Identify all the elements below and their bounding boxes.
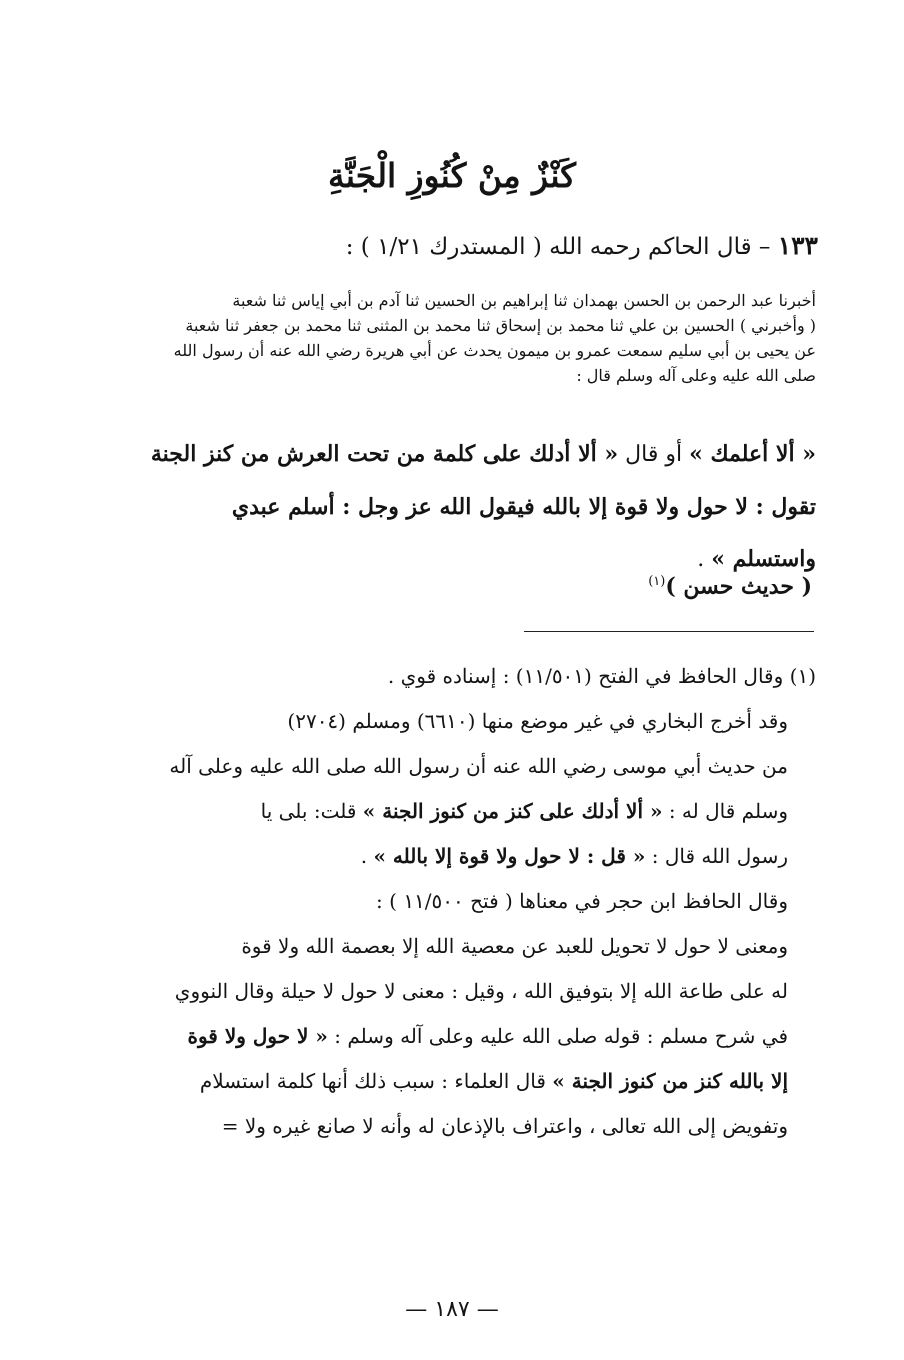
footnote-line: له على طاعة الله إلا بتوفيق الله ، وقيل : معنى لا حول لا حيلة وقال النووي: [174, 979, 788, 1003]
chapter-title: كَنْزٌ مِنْ كُنُوزِ الْجَنَّةِ: [328, 156, 576, 195]
isnad-block: [88, 288, 816, 388]
footnote-line: [88, 834, 816, 879]
footnote-segment: « ألا أدلك على كنز من كنوز الجنة »: [362, 799, 663, 823]
isnad-line: صلى الله عليه وعلى آله وسلم قال :: [576, 366, 816, 385]
isnad-line: عن يحيى بن أبي سليم سمعت عمرو بن ميمون يحدث عن أبي هريرة رضي الله عنه أن رسول الله: [173, 341, 816, 360]
footnote-segment: إلا بالله كنز من كنوز الجنة »: [552, 1069, 788, 1093]
footnote-segment: رسول الله قال :: [645, 844, 788, 868]
isnad-line: ( وأخبرني ) الحسين بن علي ثنا محمد بن إسحاق ثنا محمد بن المثنى ثنا محمد بن جعفر ثنا شعبة: [185, 316, 816, 335]
hadith-number: ١٣٣: [777, 231, 818, 260]
matn-line: [88, 428, 816, 481]
footnote-line: من حديث أبي موسى رضي الله عنه أن رسول الله صلى الله عليه وعلى آله: [169, 754, 788, 778]
matn-segment: « ألا أعلمك »: [689, 441, 816, 467]
footnote-segment: « لا حول ولا قوة: [187, 1024, 328, 1048]
footnote-segment: قال العلماء : سبب ذلك أنها كلمة استسلام: [199, 1069, 553, 1093]
matn-segment: واستسلم »: [711, 546, 816, 572]
footnote-line: وتفويض إلى الله تعالى ، واعتراف بالإذعان له وأنه لا صانع غيره ولا =: [221, 1114, 788, 1138]
footnote-line: [88, 789, 816, 834]
footnote-marker: (١): [648, 574, 666, 589]
footnote-line: (١) وقال الحافظ في الفتح (١١/٥٠١) : إسناده قوي .: [387, 664, 816, 688]
footnote-separator: [524, 631, 814, 632]
footnote-segment: في شرح مسلم : قوله صلى الله عليه وعلى آله وسلم :: [327, 1024, 788, 1048]
isnad-line: أخبرنا عبد الرحمن بن الحسن بهمدان ثنا إبراهيم بن الحسين ثنا آدم بن أبي إياس ثنا شعبة: [232, 291, 816, 310]
footnote-segment: .: [360, 844, 374, 868]
footnote-line: وقال الحافظ ابن حجر في معناها ( فتح ١١/٥٠٠ ) :: [376, 889, 788, 913]
footnote-line: ومعنى لا حول لا تحويل للعبد عن معصية الله إلا بعصمة الله ولا قوة: [241, 934, 788, 958]
footnotes: [88, 654, 816, 1149]
matn-segment: .: [697, 547, 712, 572]
footnote-segment: « قل : لا حول ولا قوة إلا بالله »: [373, 844, 646, 868]
hadith-source: – قال الحاكم رحمه الله ( المستدرك ١/٢١ ) :: [345, 234, 771, 260]
footnote-line: [88, 1014, 816, 1059]
footnote-line: وقد أخرج البخاري في غير موضع منها (٦٦١٠) ومسلم (٢٧٠٤): [287, 709, 788, 733]
page-number: — ١٨٧ —: [405, 1297, 499, 1322]
footnote-segment: وسلم قال له :: [662, 799, 788, 823]
grade-text: ( حديث حسن ): [665, 573, 812, 600]
footnote-line: [88, 1059, 816, 1104]
matn-line: تقول : لا حول ولا قوة إلا بالله فيقول الله عز وجل : أسلم عبدي: [231, 494, 816, 520]
hadith-grade: [648, 562, 812, 606]
hadith-heading: [86, 226, 818, 267]
matn-segment: « ألا أدلك على كلمة من تحت العرش من كنز الجنة: [150, 441, 619, 467]
footnote-segment: قلت: بلى يا: [260, 799, 363, 823]
matn-segment: أو قال: [618, 442, 690, 467]
